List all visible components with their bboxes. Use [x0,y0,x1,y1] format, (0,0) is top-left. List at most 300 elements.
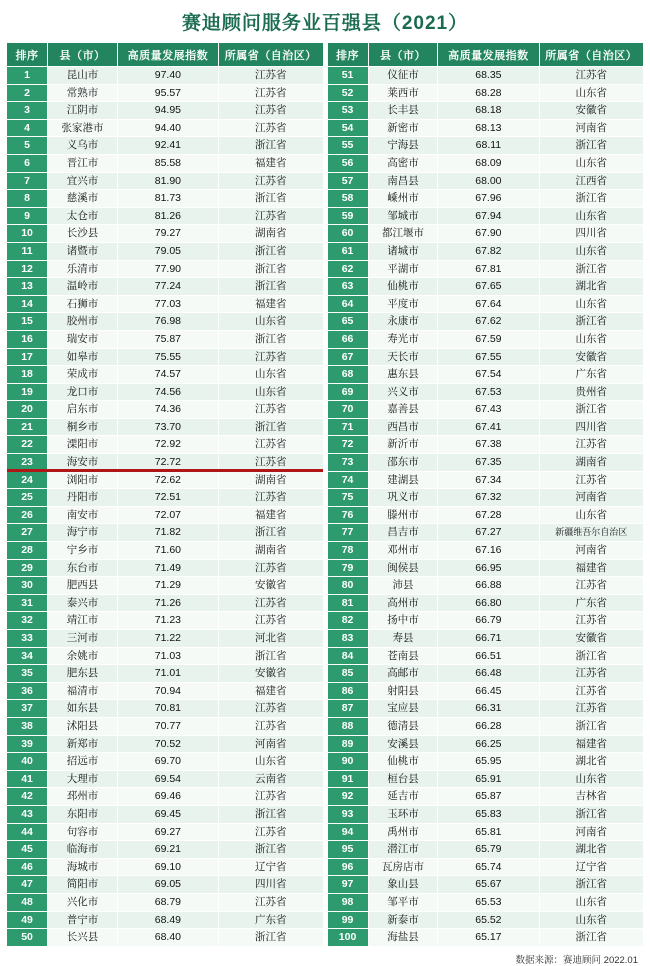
table-row [7,823,324,841]
cell-city: 浏阳市 [48,471,118,489]
cell-city: 海盐县 [368,929,438,947]
cell-province: 江苏省 [539,471,643,489]
cell-rank: 9 [7,207,48,225]
cell-province: 江苏省 [539,436,643,454]
cell-city: 江阴市 [48,102,118,120]
cell-rank: 63 [327,278,368,296]
cell-rank: 82 [327,612,368,630]
cell-index: 71.03 [117,647,218,665]
cell-index: 67.41 [438,418,539,436]
cell-index: 66.88 [438,577,539,595]
cell-index: 68.11 [438,137,539,155]
cell-province: 浙江省 [539,260,643,278]
cell-province: 河南省 [219,735,323,753]
table-row [7,401,324,419]
cell-rank: 75 [327,489,368,507]
cell-rank: 30 [7,577,48,595]
cell-city: 义乌市 [48,137,118,155]
table-row [327,348,644,366]
cell-city: 宁海县 [368,137,438,155]
cell-index: 69.27 [117,823,218,841]
cell-city: 延吉市 [368,788,438,806]
cell-rank: 80 [327,577,368,595]
cell-city: 长兴县 [48,929,118,947]
cell-index: 69.46 [117,788,218,806]
cell-province: 安徽省 [539,630,643,648]
cell-rank: 89 [327,735,368,753]
cell-rank: 60 [327,225,368,243]
table-row [327,190,644,208]
table-row [327,119,644,137]
cell-province: 江苏省 [219,84,323,102]
table-row [327,330,644,348]
table-row [327,594,644,612]
cell-city: 平度市 [368,295,438,313]
cell-province: 浙江省 [219,190,323,208]
cell-city: 常熟市 [48,84,118,102]
table-row [7,876,324,894]
cell-index: 92.41 [117,137,218,155]
cell-index: 67.81 [438,260,539,278]
cell-city: 仙桃市 [368,753,438,771]
cell-city: 长丰县 [368,102,438,120]
cell-city: 三河市 [48,630,118,648]
cell-city: 苍南县 [368,647,438,665]
cell-province: 浙江省 [539,190,643,208]
cell-rank: 49 [7,911,48,929]
cell-index: 77.03 [117,295,218,313]
table-row [327,893,644,911]
cell-rank: 32 [7,612,48,630]
cell-province: 江苏省 [219,788,323,806]
cell-city: 滕州市 [368,506,438,524]
table-row [7,67,324,85]
cell-rank: 15 [7,313,48,331]
table-row [327,225,644,243]
table-row [7,594,324,612]
cell-rank: 84 [327,647,368,665]
cell-city: 乐清市 [48,260,118,278]
cell-city: 长沙县 [48,225,118,243]
cell-province: 江苏省 [539,612,643,630]
table-row [7,893,324,911]
data-source-note: 数据来源：赛迪顾问 2022.01 [515,954,638,966]
cell-city: 高密市 [368,154,438,172]
table-row [327,876,644,894]
cell-rank: 94 [327,823,368,841]
cell-index: 70.81 [117,700,218,718]
cell-province: 江苏省 [219,489,323,507]
cell-province: 江苏省 [219,717,323,735]
table-row [327,295,644,313]
table-row [7,858,324,876]
cell-rank: 26 [7,506,48,524]
table-row [327,700,644,718]
cell-rank: 33 [7,630,48,648]
cell-province: 山东省 [539,330,643,348]
cell-province: 山东省 [539,770,643,788]
cell-city: 泰兴市 [48,594,118,612]
cell-rank: 96 [327,858,368,876]
cell-rank: 72 [327,436,368,454]
cell-province: 浙江省 [219,929,323,947]
cell-rank: 55 [327,137,368,155]
cell-province: 安徽省 [219,665,323,683]
cell-city: 新沂市 [368,436,438,454]
cell-province: 山东省 [539,893,643,911]
table-row [327,278,644,296]
cell-rank: 59 [327,207,368,225]
column-header-index: 高质量发展指数 [438,43,539,67]
cell-rank: 52 [327,84,368,102]
cell-city: 新泰市 [368,911,438,929]
table-row [7,911,324,929]
cell-province: 江苏省 [219,700,323,718]
cell-province: 浙江省 [539,401,643,419]
cell-rank: 2 [7,84,48,102]
table-row [327,823,644,841]
cell-rank: 53 [327,102,368,120]
cell-province: 江苏省 [219,454,323,472]
cell-city: 海宁市 [48,524,118,542]
cell-index: 66.45 [438,682,539,700]
cell-index: 85.58 [117,154,218,172]
table-row [327,630,644,648]
cell-city: 邹城市 [368,207,438,225]
cell-index: 94.95 [117,102,218,120]
cell-city: 余姚市 [48,647,118,665]
cell-rank: 36 [7,682,48,700]
table-row [7,630,324,648]
cell-province: 广东省 [219,911,323,929]
cell-rank: 20 [7,401,48,419]
cell-index: 95.57 [117,84,218,102]
cell-province: 山东省 [539,154,643,172]
cell-index: 69.10 [117,858,218,876]
cell-city: 大理市 [48,770,118,788]
cell-city: 新密市 [368,119,438,137]
cell-province: 浙江省 [219,524,323,542]
cell-rank: 77 [327,524,368,542]
cell-index: 67.28 [438,506,539,524]
cell-province: 山东省 [219,753,323,771]
table-row [327,260,644,278]
cell-index: 73.70 [117,418,218,436]
cell-province: 浙江省 [539,313,643,331]
table-row [327,841,644,859]
cell-index: 74.36 [117,401,218,419]
table-header-right [327,43,644,67]
table-row [7,735,324,753]
cell-city: 禹州市 [368,823,438,841]
cell-index: 68.49 [117,911,218,929]
cell-province: 湖南省 [219,225,323,243]
table-row [7,172,324,190]
table-row [327,489,644,507]
cell-province: 江苏省 [539,577,643,595]
cell-province: 山东省 [539,207,643,225]
cell-index: 71.26 [117,594,218,612]
cell-rank: 74 [327,471,368,489]
cell-province: 江苏省 [219,893,323,911]
table-row [7,471,324,489]
cell-city: 胶州市 [48,313,118,331]
table-row [7,313,324,331]
cell-index: 72.92 [117,436,218,454]
cell-index: 67.64 [438,295,539,313]
cell-province: 安徽省 [219,577,323,595]
column-header-province: 所属省（自治区） [539,43,643,67]
table-row [7,753,324,771]
cell-city: 招远市 [48,753,118,771]
cell-rank: 8 [7,190,48,208]
cell-city: 仙桃市 [368,278,438,296]
cell-city: 邓州市 [368,542,438,560]
cell-index: 68.00 [438,172,539,190]
cell-index: 81.73 [117,190,218,208]
cell-rank: 64 [327,295,368,313]
cell-rank: 28 [7,542,48,560]
cell-index: 67.16 [438,542,539,560]
cell-rank: 48 [7,893,48,911]
cell-index: 69.05 [117,876,218,894]
table-row [7,929,324,947]
cell-province: 山东省 [539,295,643,313]
cell-province: 四川省 [539,225,643,243]
table-row [7,612,324,630]
cell-city: 嵊州市 [368,190,438,208]
cell-rank: 14 [7,295,48,313]
cell-index: 65.87 [438,788,539,806]
cell-rank: 29 [7,559,48,577]
table-row [7,84,324,102]
cell-city: 靖江市 [48,612,118,630]
cell-index: 72.07 [117,506,218,524]
table-row [327,242,644,260]
cell-index: 71.49 [117,559,218,577]
cell-city: 射阳县 [368,682,438,700]
cell-city: 慈溪市 [48,190,118,208]
cell-rank: 83 [327,630,368,648]
cell-index: 65.95 [438,753,539,771]
cell-index: 75.87 [117,330,218,348]
table-row [7,242,324,260]
cell-city: 张家港市 [48,119,118,137]
cell-province: 山东省 [539,242,643,260]
table-row [327,929,644,947]
cell-index: 71.22 [117,630,218,648]
cell-city: 如东县 [48,700,118,718]
cell-rank: 24 [7,471,48,489]
cell-province: 江苏省 [539,700,643,718]
cell-rank: 11 [7,242,48,260]
cell-index: 77.24 [117,278,218,296]
table-row [327,84,644,102]
cell-city: 简阳市 [48,876,118,894]
cell-city: 昌吉市 [368,524,438,542]
cell-province: 福建省 [539,735,643,753]
cell-rank: 81 [327,594,368,612]
cell-city: 诸暨市 [48,242,118,260]
table-row [7,102,324,120]
cell-city: 象山县 [368,876,438,894]
cell-province: 湖北省 [539,278,643,296]
cell-city: 昆山市 [48,67,118,85]
cell-index: 94.40 [117,119,218,137]
cell-index: 72.72 [117,454,218,472]
cell-province: 河南省 [539,823,643,841]
cell-city: 仪征市 [368,67,438,85]
table-row [7,330,324,348]
table-row [7,717,324,735]
table-row [327,366,644,384]
cell-city: 邵东市 [368,454,438,472]
cell-index: 67.62 [438,313,539,331]
cell-index: 70.94 [117,682,218,700]
cell-city: 邹平市 [368,893,438,911]
cell-city: 莱西市 [368,84,438,102]
cell-city: 如皋市 [48,348,118,366]
cell-index: 71.60 [117,542,218,560]
table-body-right [327,67,644,947]
cell-province: 吉林省 [539,788,643,806]
table-row [7,524,324,542]
cell-province: 浙江省 [219,278,323,296]
cell-province: 浙江省 [539,876,643,894]
cell-rank: 66 [327,330,368,348]
cell-province: 浙江省 [219,841,323,859]
cell-province: 浙江省 [539,137,643,155]
table-row [327,717,644,735]
cell-index: 65.17 [438,929,539,947]
cell-rank: 58 [327,190,368,208]
cell-city: 德清县 [368,717,438,735]
cell-city: 嘉善县 [368,401,438,419]
cell-city: 南昌县 [368,172,438,190]
cell-province: 江苏省 [219,401,323,419]
cell-province: 河南省 [539,119,643,137]
cell-index: 67.94 [438,207,539,225]
cell-province: 广东省 [539,594,643,612]
table-row [7,770,324,788]
cell-index: 66.31 [438,700,539,718]
cell-index: 97.40 [117,67,218,85]
cell-province: 新疆维吾尔自治区 [539,524,643,542]
cell-province: 河南省 [539,489,643,507]
cell-city: 临海市 [48,841,118,859]
cell-index: 76.98 [117,313,218,331]
cell-rank: 70 [327,401,368,419]
cell-city: 南安市 [48,506,118,524]
cell-index: 67.34 [438,471,539,489]
cell-rank: 13 [7,278,48,296]
cell-rank: 54 [327,119,368,137]
cell-index: 71.23 [117,612,218,630]
cell-province: 福建省 [219,682,323,700]
cell-rank: 87 [327,700,368,718]
cell-index: 68.35 [438,67,539,85]
cell-province: 浙江省 [219,260,323,278]
cell-index: 68.09 [438,154,539,172]
cell-province: 山东省 [539,84,643,102]
ranking-table-right [327,42,645,947]
table-row [7,225,324,243]
table-row [327,770,644,788]
cell-index: 68.79 [117,893,218,911]
cell-city: 闽侯县 [368,559,438,577]
column-header-city: 县（市） [368,43,438,67]
table-row [327,665,644,683]
table-row [7,577,324,595]
cell-index: 79.05 [117,242,218,260]
cell-index: 75.55 [117,348,218,366]
cell-province: 贵州省 [539,383,643,401]
table-row [327,753,644,771]
table-row [327,858,644,876]
cell-index: 67.27 [438,524,539,542]
cell-city: 安溪县 [368,735,438,753]
table-row [327,137,644,155]
cell-city: 宁乡市 [48,542,118,560]
cell-index: 67.43 [438,401,539,419]
cell-province: 江苏省 [219,172,323,190]
cell-index: 67.38 [438,436,539,454]
cell-rank: 6 [7,154,48,172]
cell-province: 江苏省 [219,102,323,120]
table-row [327,418,644,436]
cell-city: 巩义市 [368,489,438,507]
cell-index: 67.82 [438,242,539,260]
cell-index: 71.29 [117,577,218,595]
cell-rank: 25 [7,489,48,507]
cell-province: 安徽省 [539,102,643,120]
cell-rank: 88 [327,717,368,735]
cell-city: 瑞安市 [48,330,118,348]
cell-index: 65.52 [438,911,539,929]
cell-rank: 86 [327,682,368,700]
cell-rank: 47 [7,876,48,894]
cell-province: 江苏省 [219,823,323,841]
cell-city: 都江堰市 [368,225,438,243]
cell-province: 山东省 [219,366,323,384]
cell-city: 天长市 [368,348,438,366]
cell-rank: 90 [327,753,368,771]
table-row [327,154,644,172]
table-row [327,172,644,190]
cell-city: 启东市 [48,401,118,419]
table-row [7,366,324,384]
cell-province: 江西省 [539,172,643,190]
cell-city: 溧阳市 [48,436,118,454]
cell-province: 福建省 [219,154,323,172]
cell-province: 湖南省 [539,454,643,472]
table-row [327,102,644,120]
table-row [7,788,324,806]
cell-city: 永康市 [368,313,438,331]
cell-index: 70.52 [117,735,218,753]
cell-index: 67.53 [438,383,539,401]
cell-index: 72.51 [117,489,218,507]
cell-rank: 44 [7,823,48,841]
cell-index: 67.96 [438,190,539,208]
cell-city: 东阳市 [48,805,118,823]
cell-city: 海城市 [48,858,118,876]
table-row [327,383,644,401]
cell-rank: 23 [7,454,48,472]
cell-index: 69.70 [117,753,218,771]
cell-province: 福建省 [219,295,323,313]
table-row [7,418,324,436]
